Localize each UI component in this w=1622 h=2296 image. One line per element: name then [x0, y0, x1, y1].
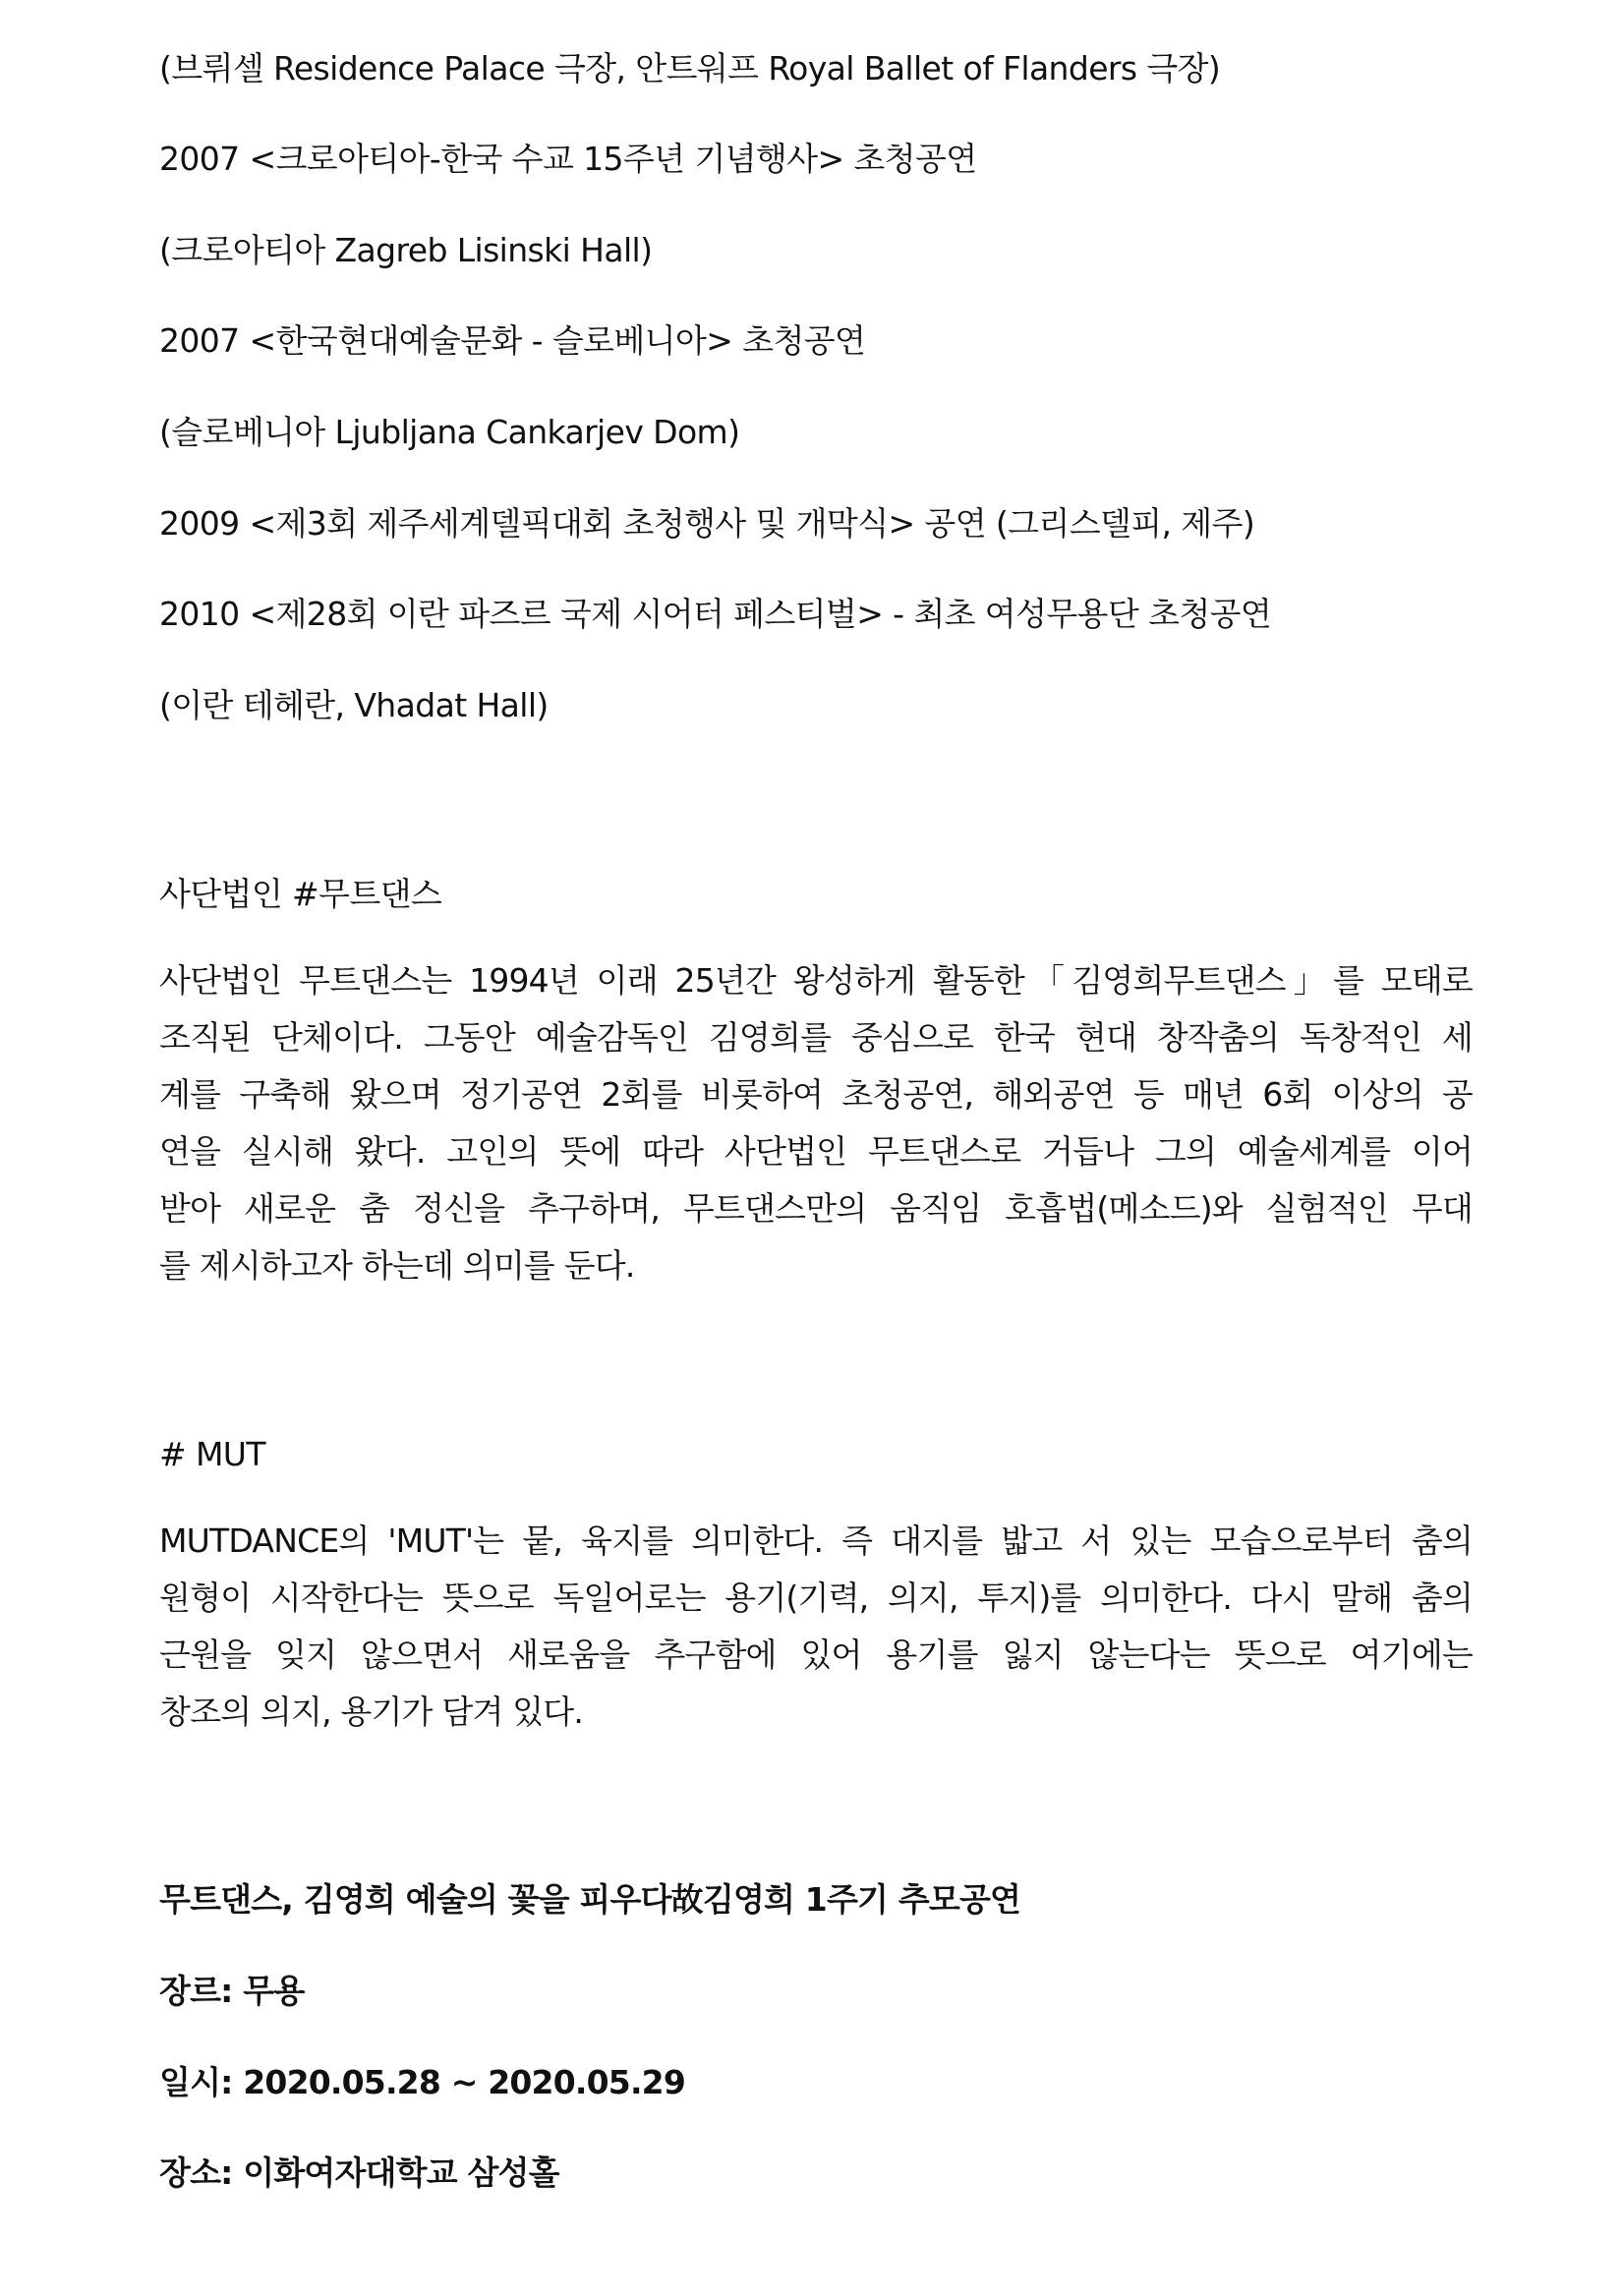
mut-heading: # MUT: [159, 1435, 265, 1473]
history-line: (크로아티아 Zagreb Lisinski Hall): [159, 231, 653, 269]
history-line: 2009 <제3회 제주세계델픽대회 초청행사 및 개막식> 공연 (그리스델피, 제주): [159, 504, 1255, 543]
paragraph-line: 를 제시하고자 하는데 의미를 둔다.: [159, 1246, 635, 1285]
paragraph-line: 사단법인 무트댄스는 1994년 이래 25년간 왕성하게 활동한「김영희무트댄스」를 모태로: [159, 961, 1473, 1000]
history-line: 2010 <제28회 이란 파즈르 국제 시어터 페스티벌> - 최초 여성무용단 초청공연: [159, 595, 1272, 633]
history-line: 2007 <크로아티아-한국 수교 15주년 기념행사> 초청공연: [159, 140, 977, 178]
paragraph-line: 계를 구축해 왔으며 정기공연 2회를 비롯하여 초청공연, 해외공연 등 매년 6회 이상의 공: [159, 1075, 1473, 1114]
event-date: 일시: 2020.05.28 ~ 2020.05.29: [159, 2063, 685, 2101]
mut-paragraph: [159, 1513, 1473, 1741]
company-heading: 사단법인 #무트댄스: [159, 875, 442, 913]
paragraph-line: MUTDANCE의 'MUT'는 뭍, 육지를 의미한다. 즉 대지를 밟고 서 있는 모습으로부터 춤의: [159, 1521, 1473, 1560]
paragraph-line: 원형이 시작한다는 뜻으로 독일어로는 용기(기력, 의지, 투지)를 의미한다. 다시 말해 춤의: [159, 1578, 1473, 1617]
history-line: (브뤼셀 Residence Palace 극장, 안트워프 Royal Ballet of Flanders 극장): [159, 49, 1221, 87]
history-line: (이란 테헤란, Vhadat Hall): [159, 686, 549, 724]
paragraph-line: 근원을 잊지 않으면서 새로움을 추구함에 있어 용기를 잃지 않는다는 뜻으로 여기에는: [159, 1636, 1473, 1674]
event-title: 무트댄스, 김영희 예술의 꽃을 피우다故김영희 1주기 추모공연: [159, 1880, 1021, 1919]
history-line: (슬로베니아 Ljubljana Cankarjev Dom): [159, 413, 740, 451]
paragraph-line: 받아 새로운 춤 정신을 추구하며, 무트댄스만의 움직임 호흡법(메소드)와 실험적인 무대: [159, 1189, 1473, 1228]
paragraph-line: 창조의 의지, 용기가 담겨 있다.: [159, 1693, 584, 1731]
paragraph-line: 연을 실시해 왔다. 고인의 뜻에 따라 사단법인 무트댄스로 거듭나 그의 예술세계를 이어: [159, 1132, 1473, 1171]
event-venue: 장소: 이화여자대학교 삼성홀: [159, 2153, 559, 2192]
history-line: 2007 <한국현대예술문화 - 슬로베니아> 초청공연: [159, 321, 866, 360]
company-paragraph: [159, 952, 1473, 1294]
event-genre: 장르: 무용: [159, 1972, 305, 2010]
paragraph-line: 조직된 단체이다. 그동안 예술감독인 김영희를 중심으로 한국 현대 창작춤의 독창적인 세: [159, 1018, 1473, 1057]
